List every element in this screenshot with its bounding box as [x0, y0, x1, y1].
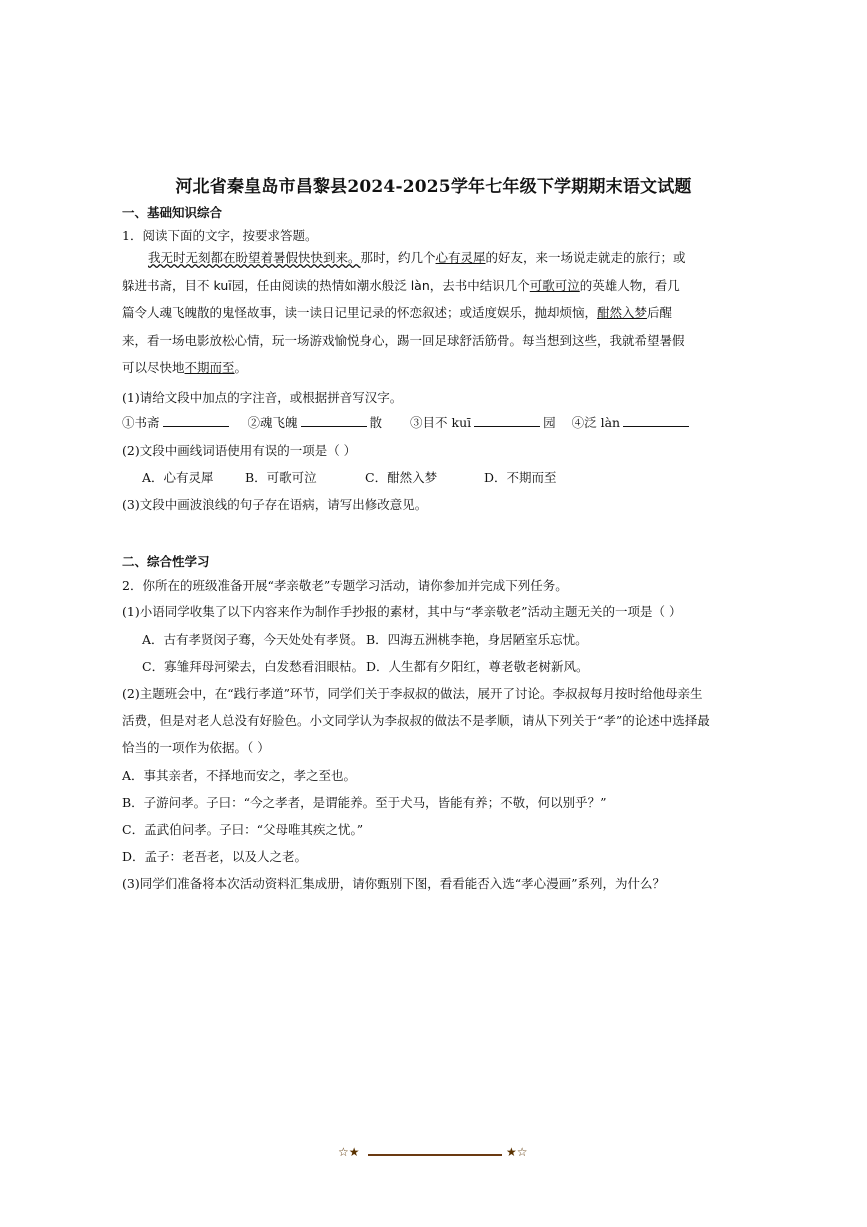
subquestion-2-2-line-1: (2)主题班会中，在“践行孝道”环节，同学们关于李叔叔的做法，展开了讨论。李叔叔每月按时给他母亲生	[122, 686, 703, 701]
underlined-phrase-2: 可歌可泣	[529, 277, 580, 293]
blank-label-1: ①书斋	[122, 415, 160, 430]
passage-text: 的英雄人物，看几篇令人魂飞魄散的鬼怪故事，读一读日记里记录的怀恋叙述；或适度娱乐，抛却烦恼，	[122, 277, 680, 320]
option-a[interactable]: A．事其亲者，不择地而安之，孝之至也。	[122, 768, 357, 783]
subquestion-2-3: (3)同学们准备将本次活动资料汇集成册，请你甄别下图，看看能否入选“孝心漫画”系列，为什么？	[122, 876, 665, 891]
option-d[interactable]: D．孟子：老吾老，以及人之老。	[122, 849, 308, 864]
answer-blank-2[interactable]	[301, 414, 367, 427]
star-icon: ☆★	[338, 1145, 360, 1159]
answer-blank-4[interactable]	[623, 414, 689, 427]
blank-label-4: ④泛 làn	[571, 415, 621, 430]
footer-divider	[368, 1154, 502, 1156]
subquestion-1-3: (3)文段中画波浪线的句子存在语病，请写出修改意见。	[122, 497, 428, 512]
option-a[interactable]: A．古有孝贤闵子骞，今天处处有孝贤。	[142, 632, 364, 647]
underlined-phrase-3: 酣然入梦	[597, 305, 648, 320]
option-a[interactable]: A．心有灵犀	[142, 470, 214, 485]
option-b[interactable]: B．可歌可泣	[245, 470, 317, 485]
wavy-underlined-sentence: 我无时无刻都在盼望着暑假快快到来。	[148, 250, 361, 265]
question-1-stem: 1．阅读下面的文字，按要求答题。	[122, 228, 318, 243]
subquestion-2-2-line-2: 活费，但是对老人总没有好脸色。小文同学认为李叔叔的做法不是孝顺，请从下列关于“孝”的论述中选择最	[122, 713, 710, 728]
option-c[interactable]: C．酣然入梦	[365, 470, 438, 485]
underlined-phrase-4: 不期而至	[184, 360, 235, 375]
blank-after-2: 散	[369, 415, 383, 430]
footer-ornament	[338, 1145, 532, 1165]
section-heading-integrated: 二、综合性学习	[122, 554, 210, 569]
option-d[interactable]: D．不期而至	[484, 470, 557, 485]
blank-label-2: ②魂飞魄	[247, 415, 298, 430]
answer-blank-3[interactable]	[474, 414, 540, 427]
blank-label-3: ③目不 kuī	[410, 415, 472, 430]
subquestion-1-1: (1)请给文段中加点的字注音，或根据拼音写汉字。	[122, 390, 403, 405]
star-icon: ★☆	[506, 1145, 528, 1159]
underlined-phrase-1: 心有灵犀	[435, 250, 486, 265]
reading-passage	[122, 244, 690, 382]
option-c[interactable]: C．寡雏拜母河梁去，白发愁看泪眼枯。	[142, 659, 365, 674]
option-d[interactable]: D．人生都有夕阳红，尊老敬老树新风。	[366, 659, 589, 674]
answer-blank-1[interactable]	[163, 414, 229, 427]
subquestion-1-2: (2)文段中画线词语使用有误的一项是（ ）	[122, 443, 357, 458]
fill-blank-row	[122, 413, 692, 431]
passage-text: 。	[234, 360, 248, 375]
exam-title: 河北省秦皇岛市昌黎县2024-2025学年七年级下学期期末语文试题	[175, 177, 692, 197]
passage-text: 后醒来，看一场电影放松心情，玩一场游戏愉悦身心，踢一回足球舒活筋骨。每当想到这些，我就希望暑假可以尽快地	[122, 305, 685, 375]
option-b[interactable]: B．子游问孝。子曰：“今之孝者，是谓能养。至于犬马，皆能有养；不敬，何以别乎？”	[122, 795, 607, 810]
option-b[interactable]: B．四海五洲桃李艳，身居陋室乐忘忧。	[366, 632, 588, 647]
passage-text: 那时，约几个	[360, 250, 436, 265]
subquestion-2-1: (1)小语同学收集了以下内容来作为制作手抄报的素材，其中与“孝亲敬老”活动主题无关的一项是（ ）	[122, 604, 682, 619]
question-2-stem: 2．你所在的班级准备开展“孝亲敬老”专题学习活动，请你参加并完成下列任务。	[122, 578, 568, 593]
section-heading-basic: 一、基础知识综合	[122, 205, 223, 220]
subquestion-2-2-line-3: 恰当的一项作为依据。（ ）	[122, 740, 270, 755]
passage-text: 的好友，来一场说走就走的旅行；或躲进书斋，目不 kuī园，任由阅读的热情如潮水般泛 làn，去书中结识几个	[122, 250, 686, 293]
blank-after-3: 园	[543, 415, 556, 430]
option-c[interactable]: C．孟武伯问孝。子曰：“父母唯其疾之忧。”	[122, 822, 364, 837]
